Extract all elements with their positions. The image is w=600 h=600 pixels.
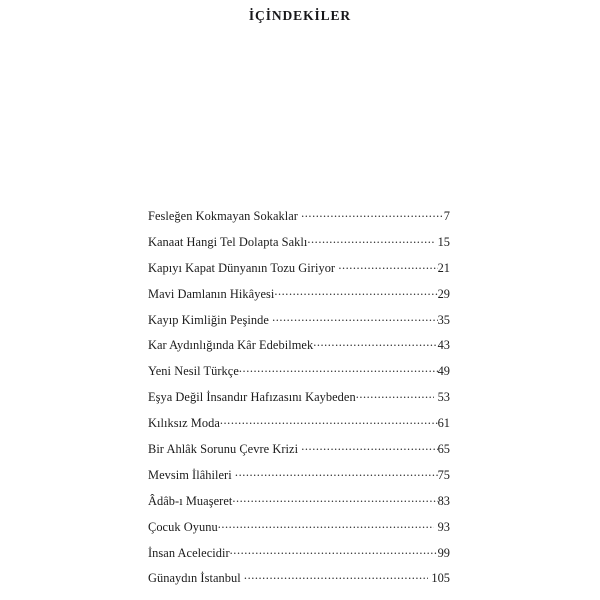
toc-entry-page-number: 35: [437, 312, 450, 327]
toc-dot-leader: [218, 517, 435, 531]
toc-entry-page-number: 61: [437, 416, 450, 431]
toc-entry[interactable]: [148, 335, 450, 361]
page-title: İÇİNDEKİLER: [248, 8, 352, 23]
toc-dot-leader: [274, 284, 437, 298]
toc-entry[interactable]: [148, 413, 450, 439]
toc-entry-title: Mavi Damlanın Hikâyesi: [148, 286, 275, 301]
toc-entry[interactable]: [148, 387, 450, 413]
toc-entry-title: Kayıp Kimliğin Peşinde: [148, 312, 269, 327]
toc-entry-page-number: 105: [431, 571, 450, 586]
toc-entry-title: Kanaat Hangi Tel Dolapta Saklı: [148, 234, 308, 249]
toc-entry-page-number: 49: [437, 364, 450, 379]
toc-entry-page-number: 15: [437, 234, 450, 249]
toc-entry-title: Fesleğen Kokmayan Sokaklar: [148, 209, 298, 223]
toc-entry-title: Âdâb-ı Muaşeret: [148, 493, 233, 508]
toc-dot-leader: [356, 387, 435, 401]
toc-entry-page-number: 83: [437, 493, 450, 508]
toc-entry[interactable]: [148, 284, 450, 310]
toc-entry[interactable]: [148, 491, 450, 517]
toc-dot-leader: [232, 491, 437, 505]
toc-entry-page-number: 65: [437, 442, 450, 457]
toc-dot-leader: [235, 465, 438, 479]
toc-entry[interactable]: [148, 361, 450, 387]
toc-entry-title: İnsan Acelecidir: [148, 545, 230, 560]
toc-entry[interactable]: [148, 517, 450, 543]
toc-entry-title: Günaydın İstanbul: [148, 571, 241, 586]
toc-entry[interactable]: [148, 232, 450, 258]
toc-entry-title: Mevsim İlâhileri: [148, 467, 232, 482]
toc-dot-leader: [301, 206, 444, 220]
toc-entry[interactable]: [148, 465, 450, 491]
toc-entry-page-number: 75: [437, 467, 450, 482]
toc-entry-page-number: 29: [437, 286, 450, 301]
toc-dot-leader: [239, 361, 438, 375]
toc-entry[interactable]: [148, 439, 450, 465]
toc-dot-leader: [230, 543, 438, 557]
toc-entry-title: Kapıyı Kapat Dünyanın Tozu Giriyor: [148, 260, 336, 275]
toc-dot-leader: [244, 568, 428, 582]
toc-entry-page-number: 21: [437, 260, 450, 275]
toc-entry-page-number: 93: [437, 519, 450, 534]
toc-entry-title: Eşya Değil İnsandır Hafızasını Kaybeden: [148, 390, 356, 405]
toc-dot-leader: [338, 258, 437, 272]
toc-entry-page-number: 53: [437, 390, 450, 405]
toc-entry-page-number: 7: [443, 209, 450, 223]
toc-entry[interactable]: [148, 310, 450, 336]
toc-dot-leader: [313, 335, 437, 349]
toc-entry[interactable]: [148, 543, 450, 569]
toc-entry[interactable]: [148, 258, 450, 284]
toc-entry-title: Kılıksız Moda: [148, 416, 220, 431]
toc-list: [148, 206, 450, 594]
toc-dot-leader: [220, 413, 438, 427]
toc-entry-title: Çocuk Oyunu: [148, 519, 218, 534]
toc-dot-leader: [307, 232, 434, 246]
toc-entry[interactable]: [148, 206, 450, 232]
toc-entry-title: Yeni Nesil Türkçe: [148, 364, 239, 379]
toc-entry-page-number: 99: [437, 545, 450, 560]
toc-entry[interactable]: [148, 568, 450, 594]
toc-entry-title: Kar Aydınlığında Kâr Edebilmek: [148, 338, 314, 353]
toc-dot-leader: [272, 310, 438, 324]
toc-dot-leader: [301, 439, 437, 453]
toc-entry-title: Bir Ahlâk Sorunu Çevre Krizi: [148, 442, 299, 457]
toc-entry-page-number: 43: [437, 338, 450, 353]
